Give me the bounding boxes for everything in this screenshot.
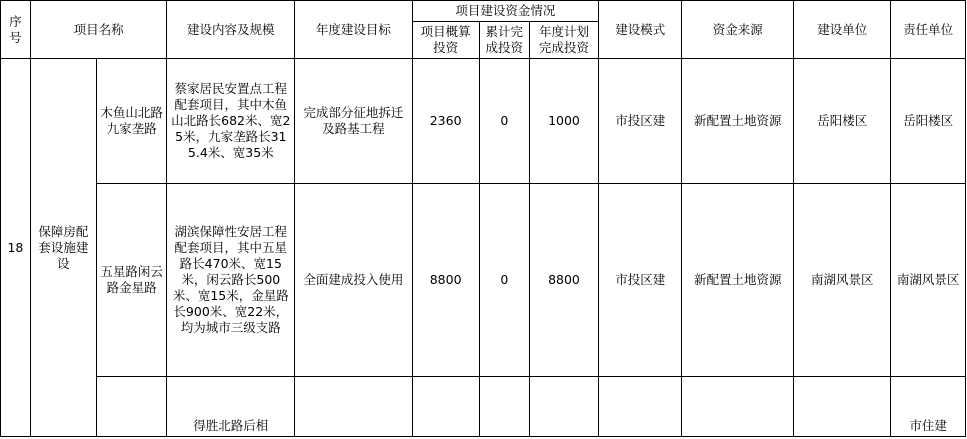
header-build-mode: 建设模式: [599, 1, 682, 59]
table-row: [1, 59, 966, 184]
row-estimated-investment: 8800: [412, 184, 479, 377]
row-build-unit: 南湖风景区: [794, 184, 891, 377]
row-accumulated-investment: 0: [479, 59, 529, 184]
row-annual-planned-investment: 8800: [529, 184, 598, 377]
row-build-unit: [794, 377, 891, 437]
header-build-unit: 建设单位: [794, 1, 891, 59]
row-content: 湖滨保障性安居工程配套项目，其中五星路长470米、宽15米，闲云路长500米、宽15米，金星路长900米、宽22米，均为城市三级支路: [167, 184, 295, 377]
header-funds-group: 项目建设资金情况: [412, 1, 599, 22]
row-content: 得胜北路后相: [167, 377, 295, 437]
row-responsible-unit: 岳阳楼区: [891, 59, 966, 184]
header-project-name: 项目名称: [30, 1, 166, 59]
header-index: 序号: [1, 1, 31, 59]
row-content: 蔡家居民安置点工程配套项目，其中木鱼山北路长682米、宽25米，九家垄路长315.4米、宽35米: [167, 59, 295, 184]
row-sub-name: 木鱼山北路九家垄路: [96, 59, 166, 184]
row-index: 18: [1, 59, 31, 437]
table-row: [1, 184, 966, 377]
row-annual-goal: [295, 377, 412, 437]
row-sub-name: [96, 377, 166, 437]
row-build-mode: [599, 377, 682, 437]
row-fund-source: 新配置土地资源: [682, 184, 794, 377]
row-build-unit: 岳阳楼区: [794, 59, 891, 184]
header-estimated-investment: 项目概算投资: [412, 22, 479, 59]
row-responsible-unit: 市住建: [891, 377, 966, 437]
header-content: 建设内容及规模: [167, 1, 295, 59]
row-project-name: 保障房配套设施建设: [30, 59, 96, 437]
row-annual-goal: 全面建成投入使用: [295, 184, 412, 377]
header-annual-goal: 年度建设目标: [295, 1, 412, 59]
table-row: [1, 377, 966, 437]
header-accumulated-investment: 累计完成投资: [479, 22, 529, 59]
row-estimated-investment: [412, 377, 479, 437]
row-responsible-unit: 南湖风景区: [891, 184, 966, 377]
row-fund-source: 新配置土地资源: [682, 59, 794, 184]
row-accumulated-investment: 0: [479, 184, 529, 377]
row-annual-planned-investment: [529, 377, 598, 437]
row-build-mode: 市投区建: [599, 59, 682, 184]
row-annual-goal: 完成部分征地拆迁及路基工程: [295, 59, 412, 184]
table-header-row-1: [1, 1, 966, 22]
header-annual-planned-investment: 年度计划完成投资: [529, 22, 598, 59]
row-sub-name: 五星路闲云路金星路: [96, 184, 166, 377]
row-fund-source: [682, 377, 794, 437]
row-accumulated-investment: [479, 377, 529, 437]
row-build-mode: 市投区建: [599, 184, 682, 377]
header-responsible-unit: 责任单位: [891, 1, 966, 59]
header-fund-source: 资金来源: [682, 1, 794, 59]
row-annual-planned-investment: 1000: [529, 59, 598, 184]
row-estimated-investment: 2360: [412, 59, 479, 184]
